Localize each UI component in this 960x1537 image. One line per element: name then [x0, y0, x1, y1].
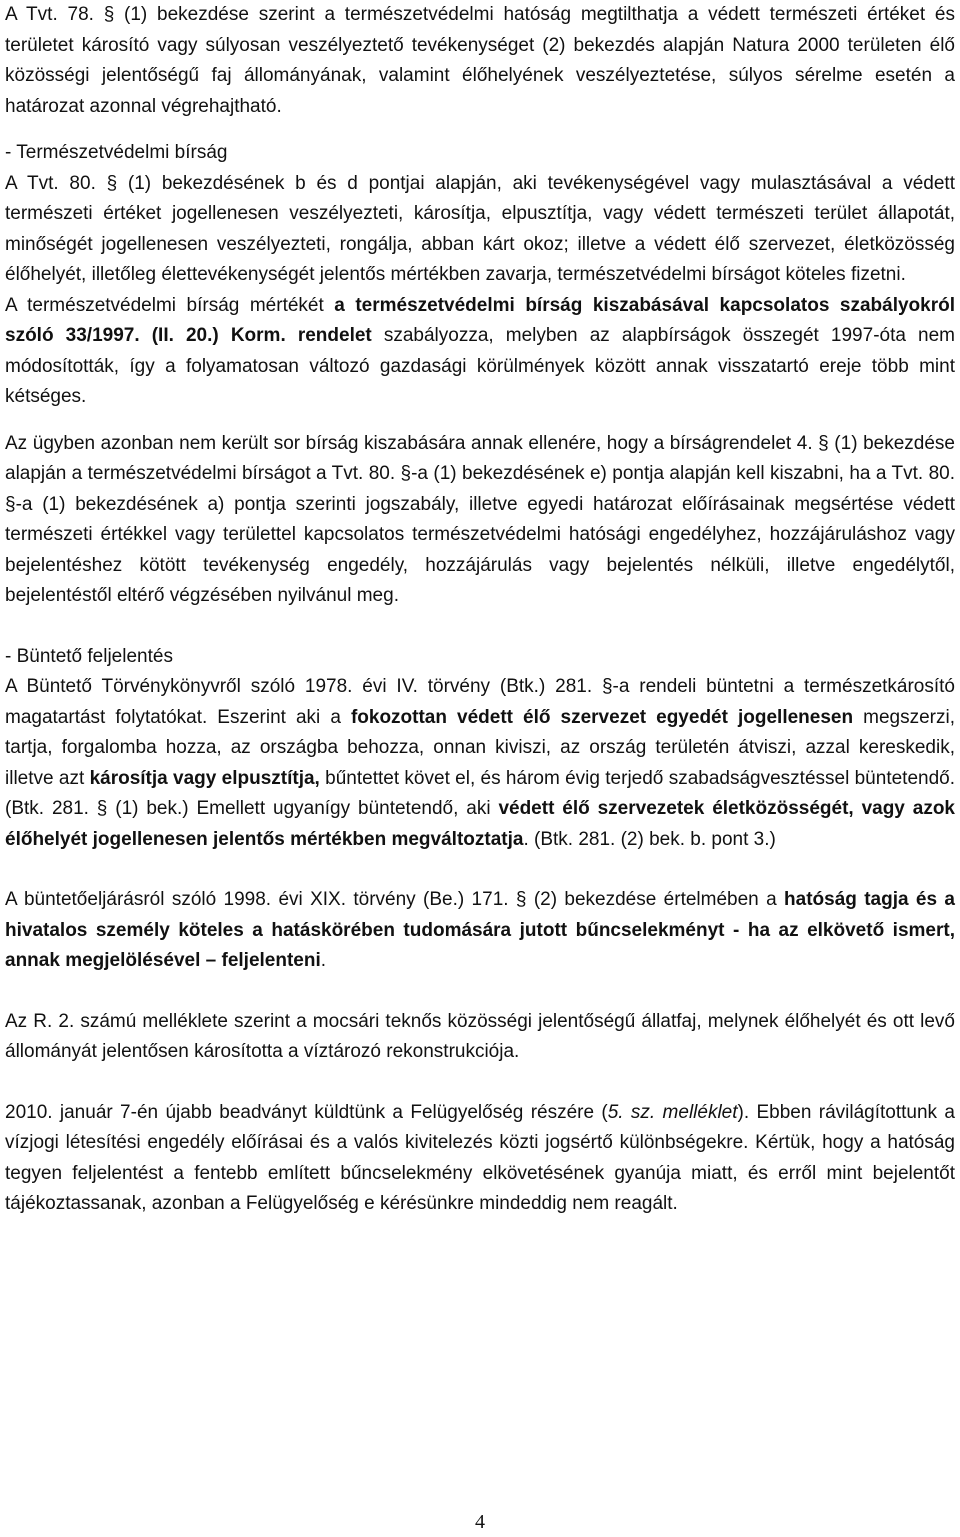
text-run: megszerzi, tartja, forgalomba hozza, az országba behozza, onnan kiviszi, az ország területén átviszi, azzal kereskedik, illetve azt	[5, 706, 955, 789]
italic-text: 5. sz. melléklet	[607, 1101, 738, 1123]
document-page	[5, 0, 955, 1220]
page-number: 4	[475, 1511, 485, 1533]
paragraph-birsag-mertek	[5, 291, 955, 413]
bold-text: hatóság tagja és a hivatalos személy köteles a hatáskörében tudomására jutott bűncselekményt - ha az elkövető ismert, annak megjelölésével – feljelenteni	[5, 889, 955, 971]
text-run: .	[320, 950, 327, 971]
bold-text: a természetvédelmi bírság kiszabásával kapcsolatos szabályokról szóló 33/1997. (II. 20.) Korm. rendelet	[5, 294, 955, 346]
paragraph-r-2-melleklet: Az R. 2. számú melléklete szerint a mocsári teknős közösségi jelentőségű állatfaj, melynek élőhelyét és ott levő állományát jelentősen károsította a víztározó rekonstrukciója.	[5, 1010, 955, 1062]
paragraph-2010-januar	[5, 1098, 955, 1220]
text-run: A Büntető Törvénykönyvről szóló 1978. évi IV. törvény (Btk.) 281. §-a rendeli büntetni a természetkárosító magatartást folytatókat. Eszerint aki a	[5, 676, 955, 728]
paragraph-birsag-kiszabas: Az ügyben azonban nem került sor bírság kiszabására annak ellenére, hogy a bírságrendelet 4. § (1) bekezdése alapján a természetvédelmi bírságot a Tvt. 80. §-a (1) bekezdésének e) pontja alapján kell kiszabni, ha a Tvt. 80. §-a (1) bekezdésének a) pontja szerinti jogszabály, illetve egyedi határozat előírásainak megsértése védett természeti értékkel vagy területtel kapcsolatos természetvédelmi hatósági engedélyhez, hozzájáruláshoz vagy bejelentéshez kötött tevékenység engedély, hozzájárulás vagy bejelentés nélküli, illetve engedélytől, bejelentéstől eltérő végzésében nyilvánul meg.	[5, 432, 955, 606]
text-run: ). Ebben rávilágítottunk a vízjogi létesítési engedély előírásai és a valós kivitelezés közti jogsértő különbségekre. Kértük, hogy a hatóság tegyen feljelentést a fentebb említett bűncselekmény elkövetésének gyanúja miatt, és erről mint bejelentőt tájékoztassanak, azonban a Felügyelőség e kérésünkre mindeddig nem reagált.	[5, 1101, 955, 1214]
heading-termeszetvedelmi-birsag: - Természetvédelmi bírság	[5, 142, 228, 163]
bold-text: fokozottan védett élő szervezet egyedét jogellenesen	[350, 706, 854, 728]
paragraph-be-171	[5, 885, 955, 977]
text-run: 2010. január 7-én újabb beadványt küldtünk a Felügyelőség részére (	[5, 1101, 608, 1123]
bold-text: védett élő szervezetek életközösségét, vagy azok élőhelyét jogellenesen jelentős mértékben megváltoztatja	[5, 798, 956, 850]
text-run: szabályozza, melyben az alapbírságok összegét 1997-óta nem módosították, így a folyamatosan változó gazdasági körülmények között annak visszatartó ereje több mint kétséges.	[5, 325, 955, 407]
text-run: A büntetőeljárásról szóló 1998. évi XIX. törvény (Be.) 171. § (2) bekezdése értelmében a	[5, 889, 785, 910]
paragraph-btk-281	[5, 672, 955, 855]
text-run: . (Btk. 281. (2) bek. b. pont 3.)	[523, 828, 776, 850]
heading-bunteto-feljelentes: - Büntető feljelentés	[5, 645, 173, 667]
bold-text: károsítja vagy elpusztítja,	[89, 767, 320, 789]
text-run: bűntettet követ el, és három évig terjedő szabadságvesztéssel büntetendő. (Btk. 281. § (1) bek.) Emellett ugyanígy büntetendő, aki	[5, 767, 955, 819]
text-run: A természetvédelmi bírság mértékét	[5, 294, 335, 316]
paragraph-tvt-80: A Tvt. 80. § (1) bekezdésének b és d pontjai alapján, aki tevékenységével vagy mulasztásával a védett természeti értéket jogellenesen veszélyezteti, károsítja, elpusztítja, vagy védett természeti terület állapotát, minőségét jogellenesen veszélyezteti, rongálja, abban kárt okoz; illetve a védett élő szervezet, életközösség élőhelyét, illetőleg élettevékenységét jelentős mértékben zavarja, természetvédelmi bírságot köteles fizetni.	[5, 172, 955, 285]
paragraph-tvt-78: A Tvt. 78. § (1) bekezdése szerint a természetvédelmi hatóság megtilthatja a védett természeti értéket és területet károsító vagy súlyosan veszélyeztető tevékenységet (2) bekezdés alapján Natura 2000 területen élő közösségi jelentőségű faj állományának, valamint élőhelyének veszélyeztetése, súlyos sérelme esetén a határozat azonnal végrehajtható.	[5, 4, 955, 117]
